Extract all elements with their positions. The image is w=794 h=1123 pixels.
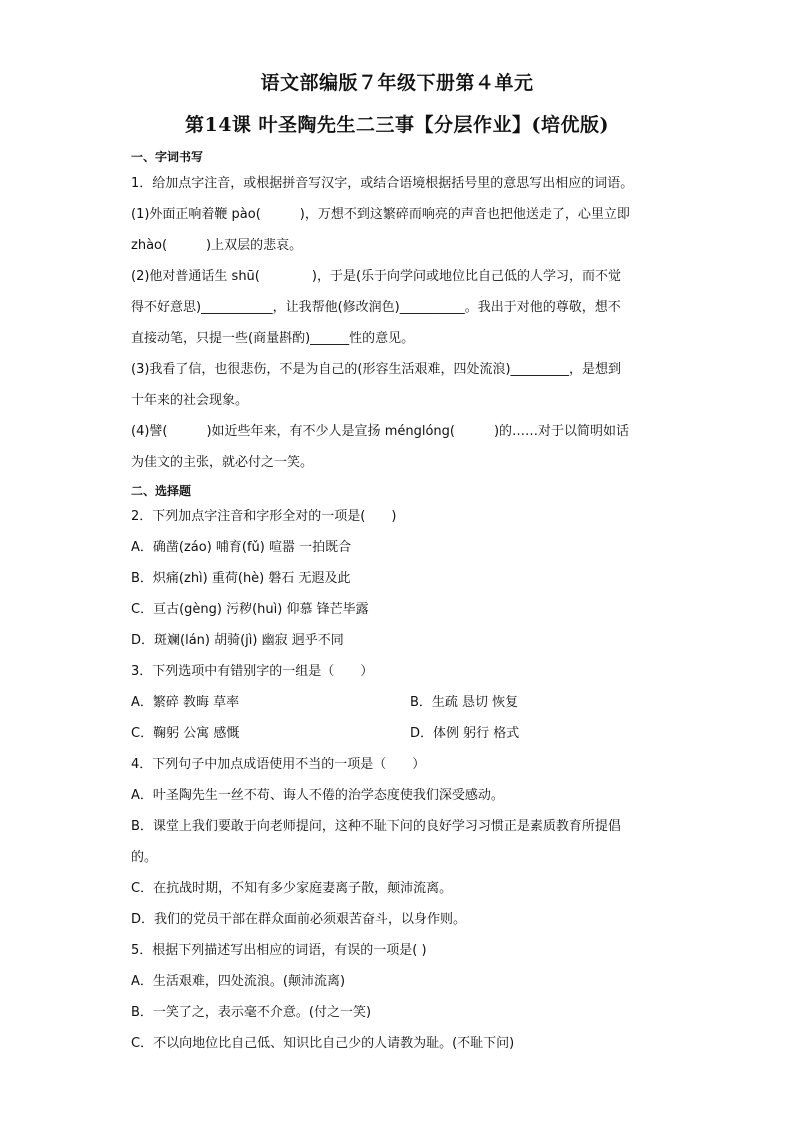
question-5-stem: 5．根据下列描述写出相应的词语，有误的一项是( ) <box>131 943 427 958</box>
question-2-option-b: B．炽痛(zhì) 重荷(hè) 磐石 无遐及此 <box>131 571 351 586</box>
question-3-stem: 3．下列选项中有错别字的一组是（ ） <box>131 664 374 679</box>
question-3-option-d: D．体例 躬行 格式 <box>410 726 520 741</box>
question-4-option-b: B．课堂上我们要敢于向老师提问，这种不耻下问的良好学习习惯正是素质教育所提倡 <box>131 819 621 834</box>
question-2-stem: 2．下列加点字注音和字形全对的一项是( ) <box>131 509 397 524</box>
question-5-option-c: C．不以向地位比自己低、知识比自己少的人请教为耻。(不耻下问) <box>131 1036 515 1051</box>
question-2-option-c: C．亘古(gèng) 污秽(huì) 仰慕 锋芒毕露 <box>131 602 369 617</box>
question-2-option-a: A．确凿(záo) 哺育(fǔ) 喧嚣 一拍既合 <box>131 540 352 555</box>
question-4-option-d: D．我们的党员干部在群众面前必须艰苦奋斗，以身作则。 <box>131 912 467 927</box>
question-1-part-1-cont: zhào( )上双层的悲哀。 <box>131 238 303 253</box>
question-1-part-3-cont: 十年来的社会现象。 <box>131 393 249 408</box>
section-heading-choice: 二、选择题 <box>131 484 192 498</box>
question-5-option-b: B．一笑了之，表示毫不介意。(付之一笑) <box>131 1005 372 1020</box>
question-1-stem: 1．给加点字注音，或根据拼音写汉字，或结合语境根据括号里的意思写出相应的词语。 <box>131 176 634 191</box>
question-3-option-a: A．繁碎 教晦 草率 <box>131 695 240 710</box>
question-4-option-c: C．在抗战时期，不知有多少家庭妻离子散，颠沛流离。 <box>131 881 453 896</box>
question-4-option-a: A．叶圣陶先生一丝不苟、诲人不倦的治学态度使我们深受感动。 <box>131 788 504 803</box>
question-1-part-3: (3)我看了信，也很悲伤，不是为自己的(形容生活艰难，四处流浪)_________，是想到 <box>131 362 622 377</box>
section-heading-vocabulary: 一、字词书写 <box>131 150 204 164</box>
document-title: 语文部编版７年级下册第４单元 <box>260 72 534 94</box>
question-4-option-b-cont: 的。 <box>131 850 158 865</box>
lesson-title: 第14课 叶圣陶先生二三事【分层作业】(培优版) <box>184 114 610 136</box>
question-1-part-2-cont: 得不好意思)___________，让我帮他(修改润色)__________。我出于对他的尊敬，想不 <box>131 300 621 315</box>
question-5-option-a: A．生活艰难，四处流浪。(颠沛流离) <box>131 974 346 989</box>
question-1-part-2-cont2: 直接动笔，只提一些(商量斟酌)______性的意见。 <box>131 331 415 346</box>
question-3-option-b: B．生疏 恳切 恢复 <box>410 695 519 710</box>
question-4-stem: 4．下列句子中加点成语使用不当的一项是（ ） <box>131 757 426 772</box>
question-1-part-4: (4)譬( )如近些年来，有不少人是宣扬 ménglóng( )的……对于以简明如话 <box>131 424 630 439</box>
question-1-part-2: (2)他对普通话生 shū( )，于是(乐于向学问或地位比自己低的人学习，而不觉 <box>131 269 622 284</box>
question-2-option-d: D．斑斓(lán) 胡骑(jì) 幽寂 迥乎不同 <box>131 633 344 648</box>
question-1-part-4-cont: 为佳文的主张，就必付之一笑。 <box>131 455 314 470</box>
question-3-option-c: C．鞠躬 公寓 感慨 <box>131 726 240 741</box>
question-1-part-1: (1)外面正响着鞭 pào( )，万想不到这繁碎而响亮的声音也把他送走了，心里立即 <box>131 207 630 222</box>
